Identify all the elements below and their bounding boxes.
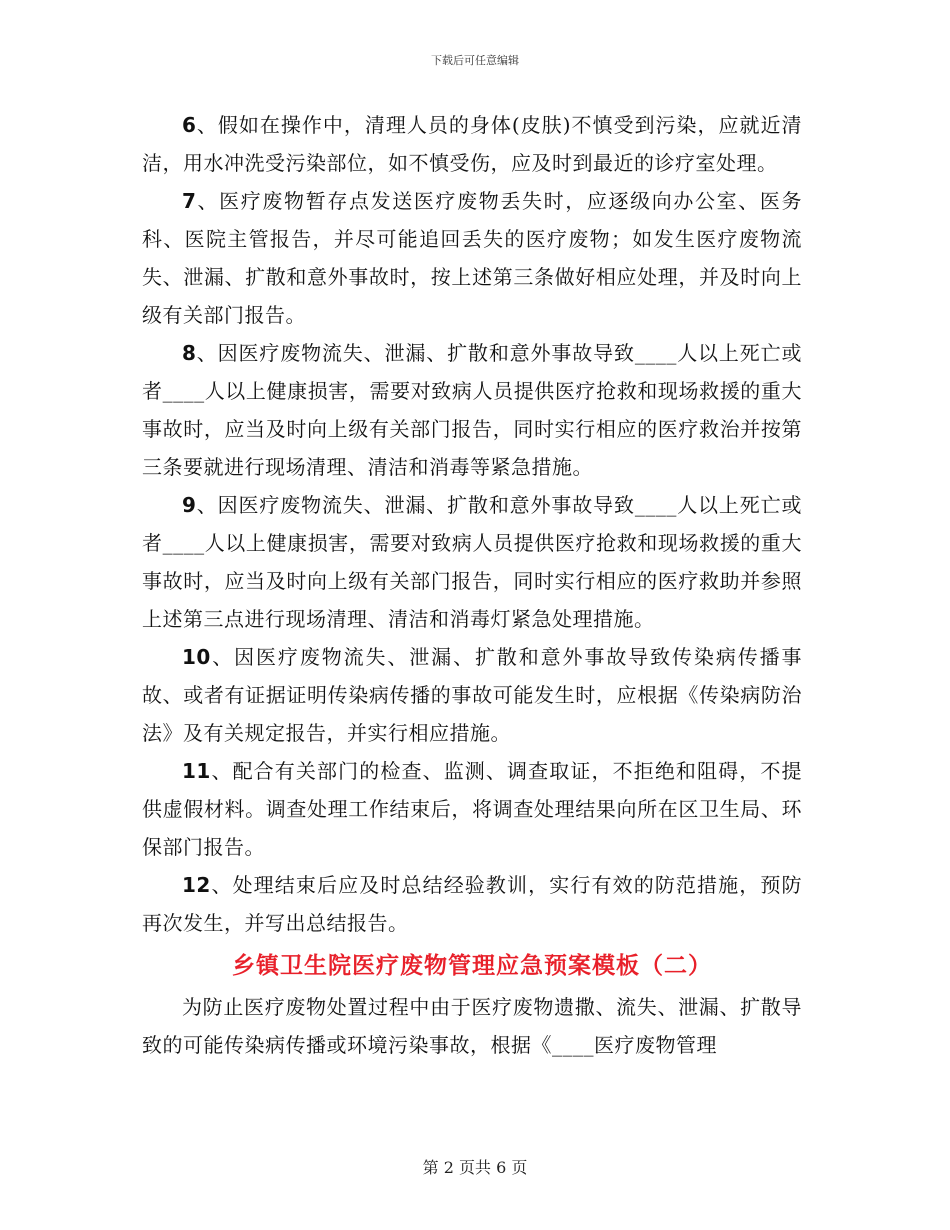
paragraph-item-11: [142, 752, 802, 866]
item-number: 8: [182, 341, 197, 365]
item-text: 、配合有关部门的检查、监测、调查取证，不拒绝和阻碍，不提供虚假材料。调查处理工作结束后，将调查处理结果向所在区卫生局、环保部门报告。: [142, 759, 802, 859]
page-number: 第 2 页共 6 页: [422, 1158, 528, 1177]
section-intro-paragraph: 为防止医疗废物处置过程中由于医疗废物遗撒、流失、泄漏、扩散导致的可能传染病传播或环境污染事故，根据《____医疗废物管理: [142, 995, 802, 1057]
paragraph-item-9: [142, 486, 802, 638]
item-number: 11: [182, 759, 211, 783]
item-number: 10: [182, 645, 211, 669]
header-note: 下载后可任意编辑: [431, 54, 519, 67]
paragraph-item-7: [142, 182, 802, 334]
paragraph-item-6: [142, 106, 802, 182]
item-number: 12: [182, 873, 211, 897]
item-number: 9: [182, 493, 197, 517]
item-text: 、因医疗废物流失、泄漏、扩散和意外事故导致____人以上死亡或者____人以上健康损害，需要对致病人员提供医疗抢救和现场救援的重大事故时，应当及时向上级有关部门报告，同时实行相应的医疗救治并按第三条要就进行现场清理、清洁和消毒等紧急措施。: [142, 341, 802, 479]
item-text: 、因医疗废物流失、泄漏、扩散和意外事故导致____人以上死亡或者____人以上健康损害，需要对致病人员提供医疗抢救和现场救援的重大事故时，应当及时向上级有关部门报告，同时实行相应的医疗救助并参照上述第三点进行现场清理、清洁和消毒灯紧急处理措施。: [142, 493, 802, 631]
item-text: 、因医疗废物流失、泄漏、扩散和意外事故导致传染病传播事故、或者有证据证明传染病传播的事故可能发生时，应根据《传染病防治法》及有关规定报告，并实行相应措施。: [142, 645, 802, 745]
section-title: 乡镇卫生院医疗废物管理应急预案模板（二）: [232, 953, 712, 979]
document-body: [142, 106, 802, 1064]
item-text: 、假如在操作中，清理人员的身体(皮肤)不慎受到污染，应就近清洁，用水冲洗受污染部位，如不慎受伤，应及时到最近的诊疗室处理。: [142, 113, 802, 175]
item-text: 、医疗废物暂存点发送医疗废物丢失时，应逐级向办公室、医务科、医院主管报告，并尽可能追回丢失的医疗废物；如发生医疗废物流失、泄漏、扩散和意外事故时，按上述第三条做好相应处理，并及时向上级有关部门报告。: [142, 189, 802, 327]
paragraph-item-8: [142, 334, 802, 486]
paragraph-item-10: [142, 638, 802, 752]
item-number: 7: [182, 189, 197, 213]
item-text: 、处理结束后应及时总结经验教训，实行有效的防范措施，预防再次发生，并写出总结报告。: [142, 873, 802, 935]
paragraph-item-12: [142, 866, 802, 942]
item-number: 6: [182, 113, 197, 137]
